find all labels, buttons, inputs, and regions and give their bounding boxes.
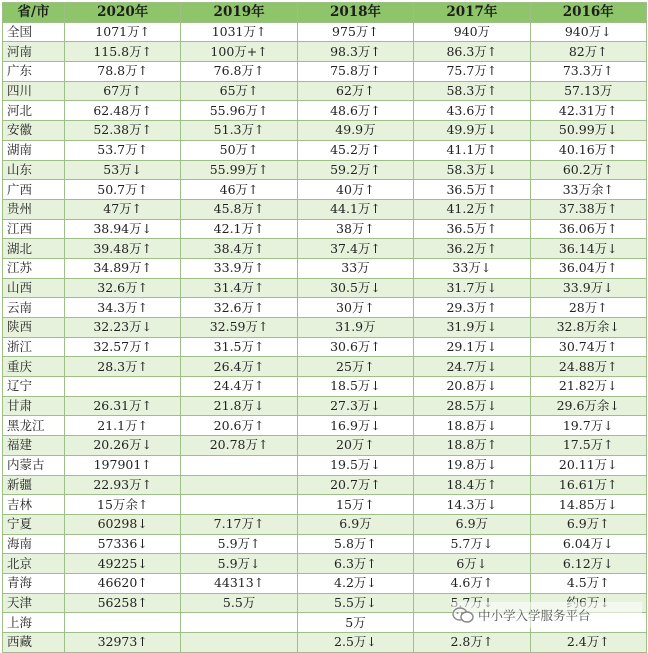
province-name: 西藏 [3,633,65,653]
table-row [3,633,647,653]
value-cell: 940万↓ [530,22,646,42]
value-cell: 50万↑ [181,140,297,160]
value-cell: 49.9万↓ [414,121,530,141]
value-cell: 14.3万↓ [414,495,530,515]
province-name: 山东 [3,160,65,180]
value-cell: 16.9万↓ [297,416,413,436]
province-name: 全国 [3,22,65,42]
value-cell: 4.2万↓ [297,573,413,593]
value-cell: 18.8万↑ [414,436,530,456]
value-cell: 46620↑ [65,573,181,593]
province-name: 湖南 [3,140,65,160]
value-cell: 53万↓ [65,160,181,180]
value-cell [181,495,297,515]
value-cell: 31.9万 [297,318,413,338]
value-cell: 24.7万↓ [414,357,530,377]
value-cell: 20.78万↑ [181,436,297,456]
header-year: 2019年 [181,3,297,23]
table-row [3,101,647,121]
value-cell: 62.48万↑ [65,101,181,121]
province-name: 吉林 [3,495,65,515]
value-cell: 20.26万↓ [65,436,181,456]
table-row [3,475,647,495]
value-cell: 32.6万↑ [181,298,297,318]
value-cell: 5.8万↑ [297,534,413,554]
value-cell: 6.9万↑ [530,514,646,534]
watermark [452,602,642,628]
header-province: 省/市 [3,3,65,23]
value-cell: 98.3万↑ [297,42,413,62]
value-cell: 53.7万↑ [65,140,181,160]
table-row [3,258,647,278]
value-cell: 56258↑ [65,593,181,613]
table-row [3,357,647,377]
value-cell [65,377,181,397]
value-cell: 75.7万↑ [414,62,530,82]
value-cell: 49.9万 [297,121,413,141]
value-cell: 47万↑ [65,199,181,219]
province-name: 海南 [3,534,65,554]
value-cell: 30.74万↑ [530,337,646,357]
province-name: 辽宁 [3,377,65,397]
table-row [3,396,647,416]
value-cell: 5万 [297,613,413,633]
value-cell: 20万↑ [297,436,413,456]
value-cell: 28.3万↑ [65,357,181,377]
table-row [3,514,647,534]
value-cell: 48.6万↑ [297,101,413,121]
value-cell: 41.2万↑ [414,199,530,219]
province-name: 浙江 [3,337,65,357]
value-cell: 45.2万↑ [297,140,413,160]
value-cell: 55.99万↑ [181,160,297,180]
value-cell: 27.3万↓ [297,396,413,416]
value-cell: 76.8万↑ [181,62,297,82]
value-cell: 40万↑ [297,180,413,200]
value-cell: 67万↑ [65,81,181,101]
value-cell: 18.4万↑ [414,475,530,495]
value-cell: 49225↓ [65,554,181,574]
value-cell: 44.1万↑ [297,199,413,219]
value-cell: 60.2万↑ [530,160,646,180]
value-cell: 58.3万↑ [414,81,530,101]
table-row [3,180,647,200]
value-cell: 50.7万↑ [65,180,181,200]
value-cell: 197901↑ [65,455,181,475]
wechat-icon [452,606,474,624]
province-name: 黑龙江 [3,416,65,436]
value-cell: 20.11万↓ [530,455,646,475]
value-cell: 31.7万↓ [414,278,530,298]
value-cell: 20.6万↑ [181,416,297,436]
value-cell: 29.3万↑ [414,298,530,318]
value-cell: 44313↑ [181,573,297,593]
table-row [3,298,647,318]
value-cell: 24.88万↑ [530,357,646,377]
table-row [3,377,647,397]
value-cell: 2.4万↑ [530,633,646,653]
value-cell [181,475,297,495]
value-cell: 62万↑ [297,81,413,101]
value-cell: 60298↓ [65,514,181,534]
header-row [3,3,647,23]
value-cell: 28万↑ [530,298,646,318]
value-cell: 18.5万↓ [297,377,413,397]
province-name: 甘肃 [3,396,65,416]
value-cell: 19.8万↓ [414,455,530,475]
value-cell: 37.38万↑ [530,199,646,219]
value-cell: 25万↑ [297,357,413,377]
value-cell: 59.2万↑ [297,160,413,180]
province-name: 广东 [3,62,65,82]
value-cell: 21.82万↓ [530,377,646,397]
value-cell: 38.4万↑ [181,239,297,259]
value-cell: 6.04万↓ [530,534,646,554]
value-cell: 26.31万↑ [65,396,181,416]
value-cell: 24.4万↑ [181,377,297,397]
value-cell: 29.1万↓ [414,337,530,357]
value-cell: 15万余↑ [65,495,181,515]
province-name: 河南 [3,42,65,62]
province-name: 湖北 [3,239,65,259]
value-cell: 58.3万↓ [414,160,530,180]
value-cell: 73.3万↑ [530,62,646,82]
value-cell: 5.9万↓ [181,554,297,574]
value-cell: 32973↑ [65,633,181,653]
value-cell: 1071万↑ [65,22,181,42]
province-name: 贵州 [3,199,65,219]
value-cell: 31.5万↑ [181,337,297,357]
value-cell: 21.8万↓ [181,396,297,416]
value-cell: 33.9万↑ [181,258,297,278]
table-row [3,160,647,180]
value-cell: 1031万↑ [181,22,297,42]
header-year: 2020年 [65,3,181,23]
table-row [3,22,647,42]
value-cell: 6.9万 [297,514,413,534]
value-cell: 29.6万余↓ [530,396,646,416]
value-cell: 17.5万↑ [530,436,646,456]
province-name: 青海 [3,573,65,593]
value-cell: 2.5万↓ [297,633,413,653]
value-cell: 32.23万↓ [65,318,181,338]
value-cell: 33万 [297,258,413,278]
value-cell [181,455,297,475]
value-cell: 78.8万↑ [65,62,181,82]
table-row [3,436,647,456]
value-cell [181,633,297,653]
province-name: 天津 [3,593,65,613]
value-cell: 55.96万↑ [181,101,297,121]
value-cell: 39.48万↑ [65,239,181,259]
value-cell: 5.7万↓ [414,534,530,554]
value-cell: 36.5万↑ [414,180,530,200]
province-name: 福建 [3,436,65,456]
province-name: 河北 [3,101,65,121]
value-cell: 32.59万↑ [181,318,297,338]
table-row [3,140,647,160]
province-name: 云南 [3,298,65,318]
value-cell: 36.04万↑ [530,258,646,278]
table-body [3,22,647,652]
table-row [3,219,647,239]
table-row [3,62,647,82]
value-cell: 38.94万↓ [65,219,181,239]
value-cell: 6万↓ [414,554,530,574]
enrollment-table [2,2,647,653]
value-cell: 32.57万↑ [65,337,181,357]
value-cell: 36.06万↑ [530,219,646,239]
value-cell: 36.14万↓ [530,239,646,259]
province-name: 广西 [3,180,65,200]
table-row [3,554,647,574]
table-row [3,318,647,338]
province-name: 宁夏 [3,514,65,534]
table-row [3,81,647,101]
value-cell: 6.12万↓ [530,554,646,574]
value-cell: 19.7万↓ [530,416,646,436]
header-year: 2016年 [530,3,646,23]
value-cell: 38万↑ [297,219,413,239]
value-cell: 30.6万↑ [297,337,413,357]
value-cell: 36.2万↑ [414,239,530,259]
value-cell: 33万余↑ [530,180,646,200]
table-row [3,455,647,475]
value-cell: 52.38万↑ [65,121,181,141]
province-name: 上海 [3,613,65,633]
value-cell: 65万↑ [181,81,297,101]
value-cell: 28.5万↓ [414,396,530,416]
value-cell: 20.7万↑ [297,475,413,495]
value-cell: 26.4万↑ [181,357,297,377]
value-cell: 33万↓ [414,258,530,278]
value-cell: 6.9万 [414,514,530,534]
table-row [3,121,647,141]
province-name: 内蒙古 [3,455,65,475]
province-name: 山西 [3,278,65,298]
value-cell: 82万↑ [530,42,646,62]
value-cell: 6.3万↑ [297,554,413,574]
value-cell: 42.31万↑ [530,101,646,121]
value-cell: 57336↓ [65,534,181,554]
value-cell: 975万↑ [297,22,413,42]
value-cell: 115.8万↑ [65,42,181,62]
province-name: 江苏 [3,258,65,278]
value-cell [65,613,181,633]
value-cell: 20.8万↓ [414,377,530,397]
value-cell: 5.5万↓ [297,593,413,613]
province-name: 北京 [3,554,65,574]
value-cell: 18.8万↓ [414,416,530,436]
value-cell: 31.9万↓ [414,318,530,338]
province-name: 新疆 [3,475,65,495]
province-name: 重庆 [3,357,65,377]
value-cell: 14.85万↓ [530,495,646,515]
value-cell: 940万 [414,22,530,42]
value-cell: 43.6万↑ [414,101,530,121]
value-cell: 40.16万↑ [530,140,646,160]
value-cell: 51.3万↑ [181,121,297,141]
table-row [3,199,647,219]
value-cell: 37.4万↑ [297,239,413,259]
province-name: 安徽 [3,121,65,141]
value-cell: 33.9万↓ [530,278,646,298]
value-cell: 41.1万↑ [414,140,530,160]
table-row [3,416,647,436]
value-cell: 21.1万↑ [65,416,181,436]
value-cell: 30万↑ [297,298,413,318]
table-row [3,573,647,593]
value-cell: 75.8万↑ [297,62,413,82]
value-cell: 16.61万↑ [530,475,646,495]
value-cell: 36.5万↑ [414,219,530,239]
table-row [3,534,647,554]
value-cell: 15万↑ [297,495,413,515]
value-cell: 7.17万↑ [181,514,297,534]
header-year: 2017年 [414,3,530,23]
header-year: 2018年 [297,3,413,23]
value-cell: 19.5万↓ [297,455,413,475]
value-cell: 22.93万↑ [65,475,181,495]
value-cell: 86.3万↑ [414,42,530,62]
value-cell: 32.8万余↓ [530,318,646,338]
value-cell: 32.6万↑ [65,278,181,298]
table-row [3,239,647,259]
value-cell: 4.5万↑ [530,573,646,593]
province-name: 江西 [3,219,65,239]
table-row [3,42,647,62]
value-cell: 5.9万↑ [181,534,297,554]
watermark-text: 中小学入学服务平台 [478,608,591,623]
value-cell: 45.8万↑ [181,199,297,219]
value-cell: 4.6万↑ [414,573,530,593]
value-cell: 57.13万 [530,81,646,101]
table-row [3,337,647,357]
province-name: 陕西 [3,318,65,338]
value-cell: 30.5万↓ [297,278,413,298]
table-row [3,495,647,515]
province-name: 四川 [3,81,65,101]
value-cell: 34.3万↑ [65,298,181,318]
value-cell: 2.8万↑ [414,633,530,653]
value-cell: 46万↑ [181,180,297,200]
value-cell: 31.4万↑ [181,278,297,298]
value-cell: 50.99万↓ [530,121,646,141]
value-cell: 34.89万↑ [65,258,181,278]
value-cell: 5.5万 [181,593,297,613]
table-row [3,278,647,298]
value-cell: 42.1万↑ [181,219,297,239]
value-cell: 100万+↑ [181,42,297,62]
value-cell [181,613,297,633]
